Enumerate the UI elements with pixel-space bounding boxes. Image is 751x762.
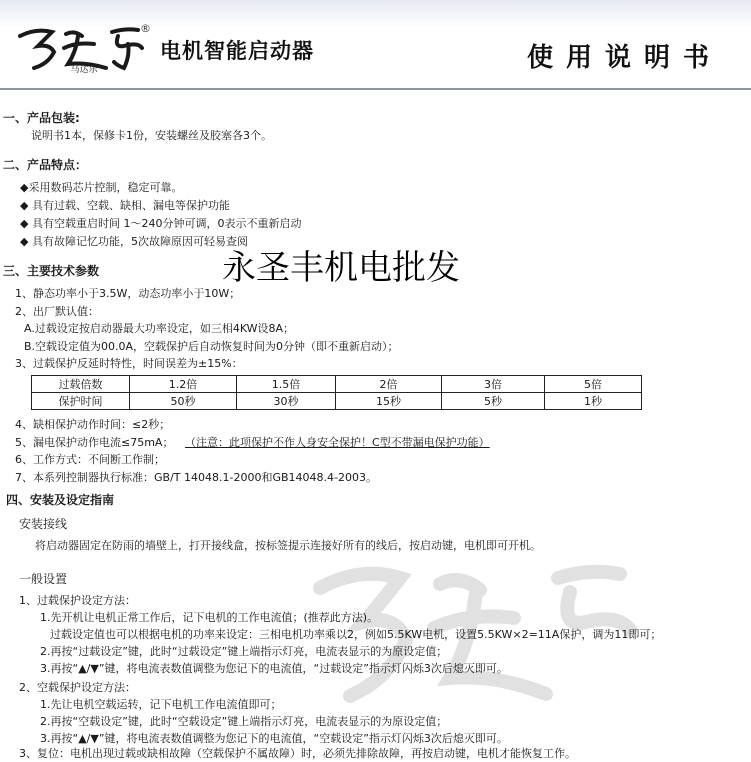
table-cell: 5倍 <box>545 376 642 393</box>
section-4-title: 四、安装及设定指南 <box>6 493 115 507</box>
feature-item: ◆采用数码芯片控制，稳定可靠。 <box>20 181 183 194</box>
table-cell: 5秒 <box>442 393 545 410</box>
spec-line-2a: A.过载设定按启动器最大功率设定，如三相4KW设8A； <box>24 322 295 335</box>
seller-watermark-text: 永圣丰机电批发 <box>222 248 460 288</box>
feature-item: ◆ 具有过载、空载、缺相、漏电等保护功能 <box>20 199 230 212</box>
product-title: 电机智能启动器 <box>160 39 314 63</box>
document-header <box>0 0 751 92</box>
setting-line: 3、复位：电机出现过载或缺相故障（空载保护不属故障）时，必须先排除故障，再按启动键，电机才能恢复工作。 <box>19 747 576 760</box>
setting-line: 2.再按“空载设定”键，此时“空载设定”键上端指示灯亮，电流表显示的为原设定值； <box>40 715 448 728</box>
spec-line-2: 2、出厂默认值： <box>15 305 99 318</box>
setting-line: 1.先让电机空载运转，记下电机工作电流值即可； <box>40 698 282 711</box>
table-cell: 过载倍数 <box>32 376 130 393</box>
table-cell: 50秒 <box>130 393 237 410</box>
registered-mark: ® <box>140 22 151 35</box>
spec-line-5: 5、漏电保护动作电流≤75mA； <box>15 436 174 449</box>
table-row <box>32 393 642 410</box>
table-cell: 1.5倍 <box>237 376 336 393</box>
install-subtitle: 安装接线 <box>19 517 68 531</box>
header-divider <box>0 88 751 90</box>
table-cell: 30秒 <box>237 393 336 410</box>
section-1-text: 说明书1本，保修卡1份，安装螺丝及胶塞各3个。 <box>31 129 272 142</box>
setting-line: 过载设定值也可以根据电机的功率来设定：三相电机功率乘以2，例如5.5KW电机，设置5.5KW×2=11A保护，调为11即可； <box>50 628 662 641</box>
setting-line: 3.再按“▲/▼”键，将电流表数值调整为您记下的电流值，“过载设定”指示灯闪烁3次后熄灭即可。 <box>40 662 508 675</box>
section-3-title: 三、主要技术参数 <box>3 264 100 278</box>
feature-item: ◆ 具有故障记忆功能，5次故障原因可轻易查阅 <box>20 235 248 248</box>
spec-line-4: 4、缺相保护动作时间：≤2秒； <box>15 418 171 431</box>
table-cell: 2倍 <box>336 376 442 393</box>
general-settings-subtitle: 一般设置 <box>19 572 68 586</box>
table-cell: 1秒 <box>545 393 642 410</box>
table-row <box>32 376 642 393</box>
setting-line: 2、空载保护设定方法： <box>19 681 136 694</box>
manual-title: 使用说明书 <box>527 43 723 73</box>
spec-line-2b: B.空载设定值为00.0A，空载保护后自动恢复时间为0分钟（即不重新启动）； <box>24 340 399 353</box>
setting-line: 2.再按“过载设定”键，此时“过载设定”键上端指示灯亮，电流表显示的为原设定值； <box>40 645 448 658</box>
setting-line: 1.先开机让电机正常工作后，记下电机的工作电流值；(推荐此方法)。 <box>40 611 379 624</box>
spec-line-7: 7、本系列控制器执行标准：GB/T 14048.1-2000和GB14048.4-2003。 <box>15 471 377 484</box>
table-cell: 3倍 <box>442 376 545 393</box>
section-1-title: 一、产品包装: <box>3 111 80 125</box>
overload-timing-table <box>31 375 642 410</box>
setting-line: 1、过载保护设定方法： <box>19 594 136 607</box>
setting-line: 3.再按“▲/▼”键，将电流表数值调整为您记下的电流值，“空载设定”指示灯闪烁3次后熄灭即可。 <box>40 732 508 745</box>
brand-logo-text: 马达乐 <box>70 65 98 75</box>
table-cell: 1.2倍 <box>130 376 237 393</box>
spec-line-3: 3、过载保护反延时特性，时间误差为±15%： <box>15 357 243 370</box>
table-cell: 保护时间 <box>32 393 130 410</box>
section-2-title: 二、产品特点： <box>3 158 88 172</box>
feature-item: ◆ 具有空载重启时间 1～240分钟可调，0表示不重新启动 <box>20 217 302 230</box>
spec-line-1: 1、静态功率小于3.5W，动态功率小于10W； <box>15 287 241 300</box>
table-cell: 15秒 <box>336 393 442 410</box>
install-text: 将启动器固定在防雨的墙壁上，打开接线盒，按标签提示连接好所有的线后，按启动键，电机即可开机。 <box>35 539 541 552</box>
brand-logo <box>14 22 154 76</box>
spec-line-6: 6、工作方式：不间断工作制； <box>15 453 165 466</box>
leakage-note: （注意：此项保护不作人身安全保护！C型不带漏电保护功能） <box>185 436 490 449</box>
